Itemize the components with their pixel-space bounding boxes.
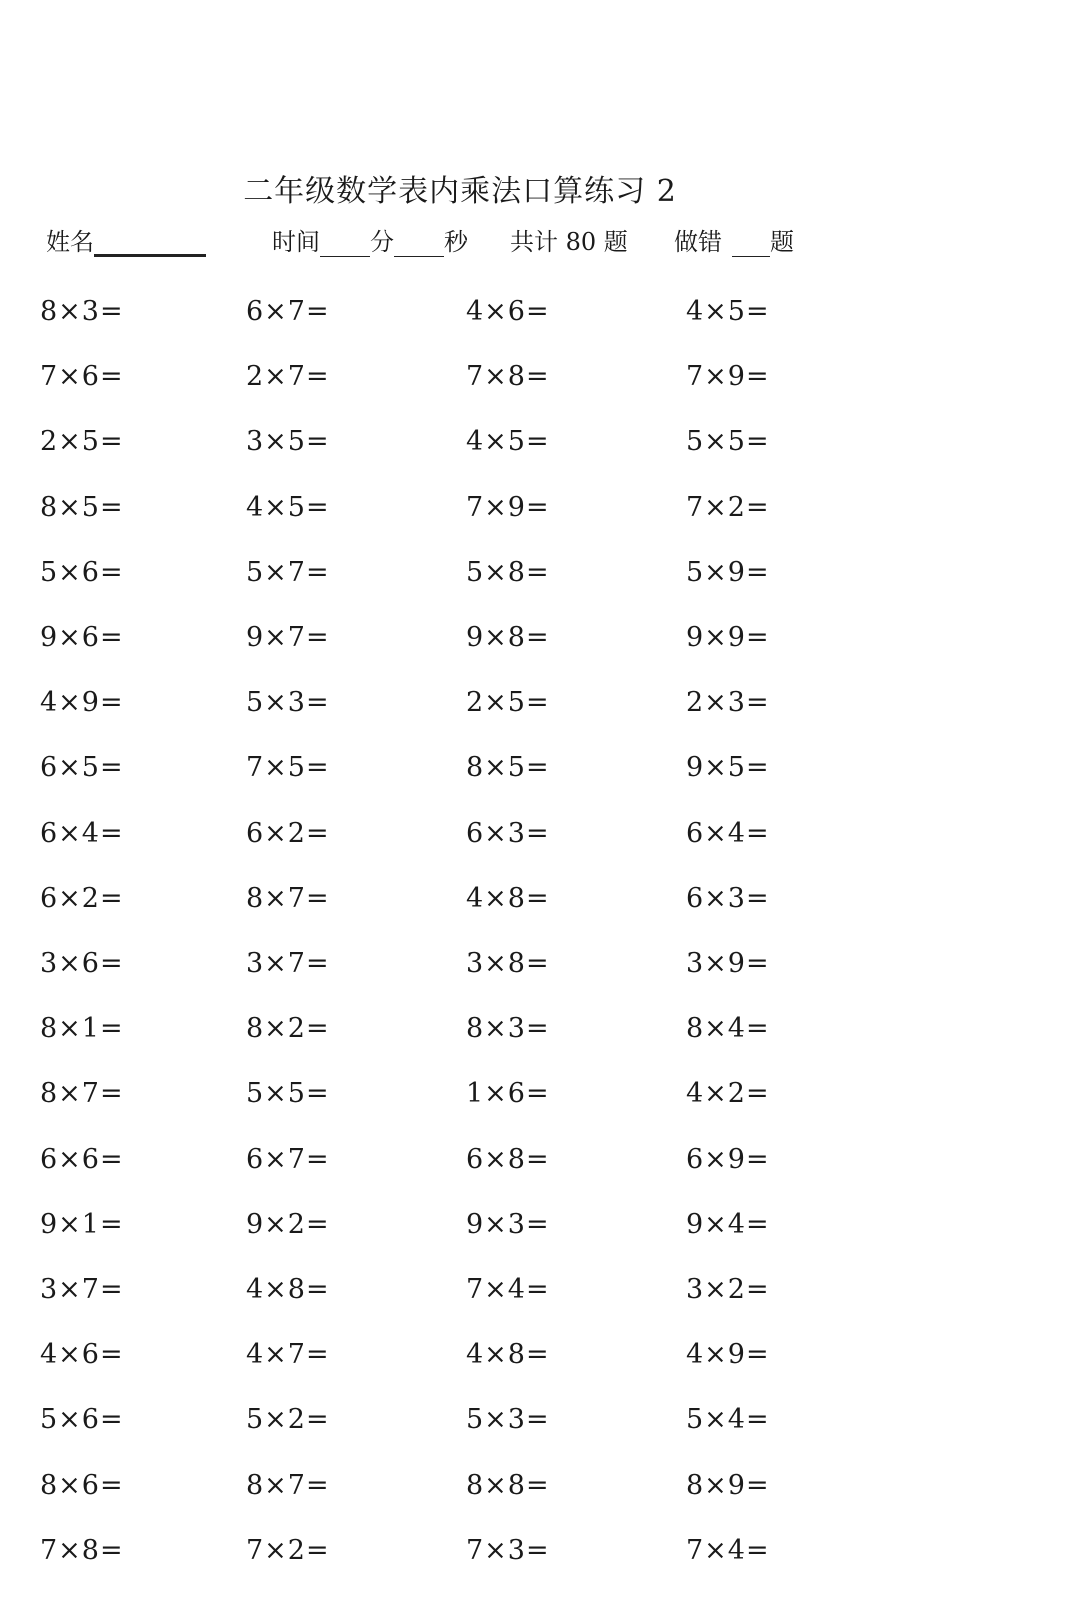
problem-row [0,1144,1080,1184]
multiplication-problem: 7×8= [466,361,550,393]
multiplication-problem: 4×8= [466,1339,550,1371]
problem-row [0,1209,1080,1249]
multiplication-problem: 6×9= [686,1143,770,1175]
multiplication-problem: 9×6= [40,622,124,653]
multiplication-problem: 7×3= [466,1534,550,1566]
multiplication-problem: 3×7= [40,1274,124,1305]
multiplication-problem: 7×9= [466,491,550,523]
multiplication-problem: 8×7= [246,882,330,914]
multiplication-problem: 3×9= [686,948,770,979]
multiplication-problem: 5×6= [40,556,124,588]
problem-row [0,296,1080,336]
multiplication-problem: 5×7= [246,556,330,588]
wrong-suffix: 题 [770,228,794,256]
multiplication-problem: 3×8= [466,948,550,979]
multiplication-problem: 6×8= [466,1143,550,1175]
multiplication-problem: 4×7= [246,1339,330,1371]
multiplication-problem: 3×5= [246,426,330,458]
multiplication-problem: 1×6= [466,1078,550,1110]
multiplication-problem: 4×9= [40,687,124,719]
problem-row [0,1274,1080,1314]
multiplication-problem: 8×1= [40,1013,124,1045]
multiplication-problem: 7×4= [466,1274,550,1305]
multiplication-problem: 9×3= [466,1208,550,1240]
problem-row [0,1078,1080,1118]
multiplication-problem: 8×5= [466,752,550,784]
name-field [46,222,206,257]
student-info-line [0,222,1080,262]
multiplication-problem: 2×5= [466,687,550,719]
multiplication-problem: 4×2= [686,1078,770,1110]
problem-row [0,361,1080,401]
multiplication-problem: 8×8= [466,1469,550,1501]
multiplication-problem: 2×3= [686,687,770,719]
second-label: 秒 [444,228,468,256]
multiplication-problem: 6×5= [40,752,124,784]
name-label: 姓名 [46,228,94,256]
multiplication-problem: 5×3= [246,687,330,719]
problem-row [0,818,1080,858]
time-field [272,222,468,257]
multiplication-problem: 2×7= [246,361,330,393]
worksheet-title: 二年级数学表内乘法口算练习 2 [243,174,677,209]
multiplication-problem: 5×2= [246,1404,330,1436]
multiplication-problem: 8×7= [40,1078,124,1110]
multiplication-problem: 4×5= [686,296,770,327]
multiplication-problem: 9×7= [246,622,330,653]
multiplication-problem: 8×3= [466,1013,550,1045]
seconds-blank[interactable] [394,232,444,257]
multiplication-problem: 7×8= [40,1534,124,1566]
multiplication-problem: 7×2= [246,1534,330,1566]
multiplication-problem: 5×5= [686,426,770,458]
problem-row [0,883,1080,923]
wrong-count-blank[interactable] [732,232,770,257]
multiplication-problem: 8×6= [40,1469,124,1501]
problem-row [0,1013,1080,1053]
multiplication-problem: 3×2= [686,1274,770,1305]
multiplication-problem: 9×5= [686,752,770,784]
problem-row [0,1470,1080,1510]
multiplication-problem: 6×4= [686,817,770,849]
multiplication-problem: 5×4= [686,1404,770,1436]
problem-row [0,1404,1080,1444]
multiplication-problem: 4×5= [466,426,550,458]
problem-row [0,948,1080,988]
multiplication-problem: 7×9= [686,361,770,393]
multiplication-problem: 4×8= [466,882,550,914]
minutes-blank[interactable] [320,232,370,257]
multiplication-problem: 2×5= [40,426,124,458]
total-count: 共计 80 题 [510,228,628,256]
multiplication-problem: 9×8= [466,622,550,653]
multiplication-problem: 6×7= [246,296,330,327]
multiplication-problem: 8×3= [40,296,124,327]
multiplication-problem: 4×6= [40,1339,124,1371]
minute-label: 分 [370,228,394,256]
multiplication-problem: 6×3= [686,882,770,914]
problem-row [0,1535,1080,1575]
multiplication-problem: 7×5= [246,752,330,784]
multiplication-problem: 9×1= [40,1208,124,1240]
problem-row [0,1339,1080,1379]
multiplication-problem: 8×4= [686,1013,770,1045]
multiplication-problem: 5×8= [466,556,550,588]
multiplication-problem: 5×9= [686,556,770,588]
multiplication-problem: 6×3= [466,817,550,849]
problem-row [0,622,1080,662]
multiplication-problem: 7×4= [686,1534,770,1566]
problem-row [0,752,1080,792]
time-label: 时间 [272,228,320,256]
multiplication-problem: 6×4= [40,817,124,849]
multiplication-problem: 9×2= [246,1208,330,1240]
multiplication-problem: 5×5= [246,1078,330,1110]
multiplication-problem: 3×6= [40,948,124,979]
multiplication-problem: 5×3= [466,1404,550,1436]
wrong-count-field [674,222,794,257]
multiplication-problem: 6×2= [40,882,124,914]
multiplication-problem: 8×2= [246,1013,330,1045]
multiplication-problem: 7×6= [40,361,124,393]
problem-row [0,687,1080,727]
multiplication-problem: 5×6= [40,1404,124,1436]
multiplication-problem: 9×9= [686,622,770,653]
multiplication-problem: 6×7= [246,1143,330,1175]
multiplication-problem: 4×5= [246,491,330,523]
multiplication-problem: 8×5= [40,491,124,523]
wrong-label: 做错 [674,228,722,256]
multiplication-problem: 4×9= [686,1339,770,1371]
problem-row [0,492,1080,532]
multiplication-problem: 4×8= [246,1274,330,1305]
multiplication-problem: 9×4= [686,1208,770,1240]
multiplication-problem: 6×2= [246,817,330,849]
multiplication-problem: 8×9= [686,1469,770,1501]
multiplication-problem: 6×6= [40,1143,124,1175]
multiplication-problem: 4×6= [466,296,550,327]
multiplication-problem: 8×7= [246,1469,330,1501]
problem-row [0,426,1080,466]
multiplication-problem: 7×2= [686,491,770,523]
multiplication-problem: 3×7= [246,948,330,979]
problem-row [0,557,1080,597]
name-blank[interactable] [94,230,206,257]
